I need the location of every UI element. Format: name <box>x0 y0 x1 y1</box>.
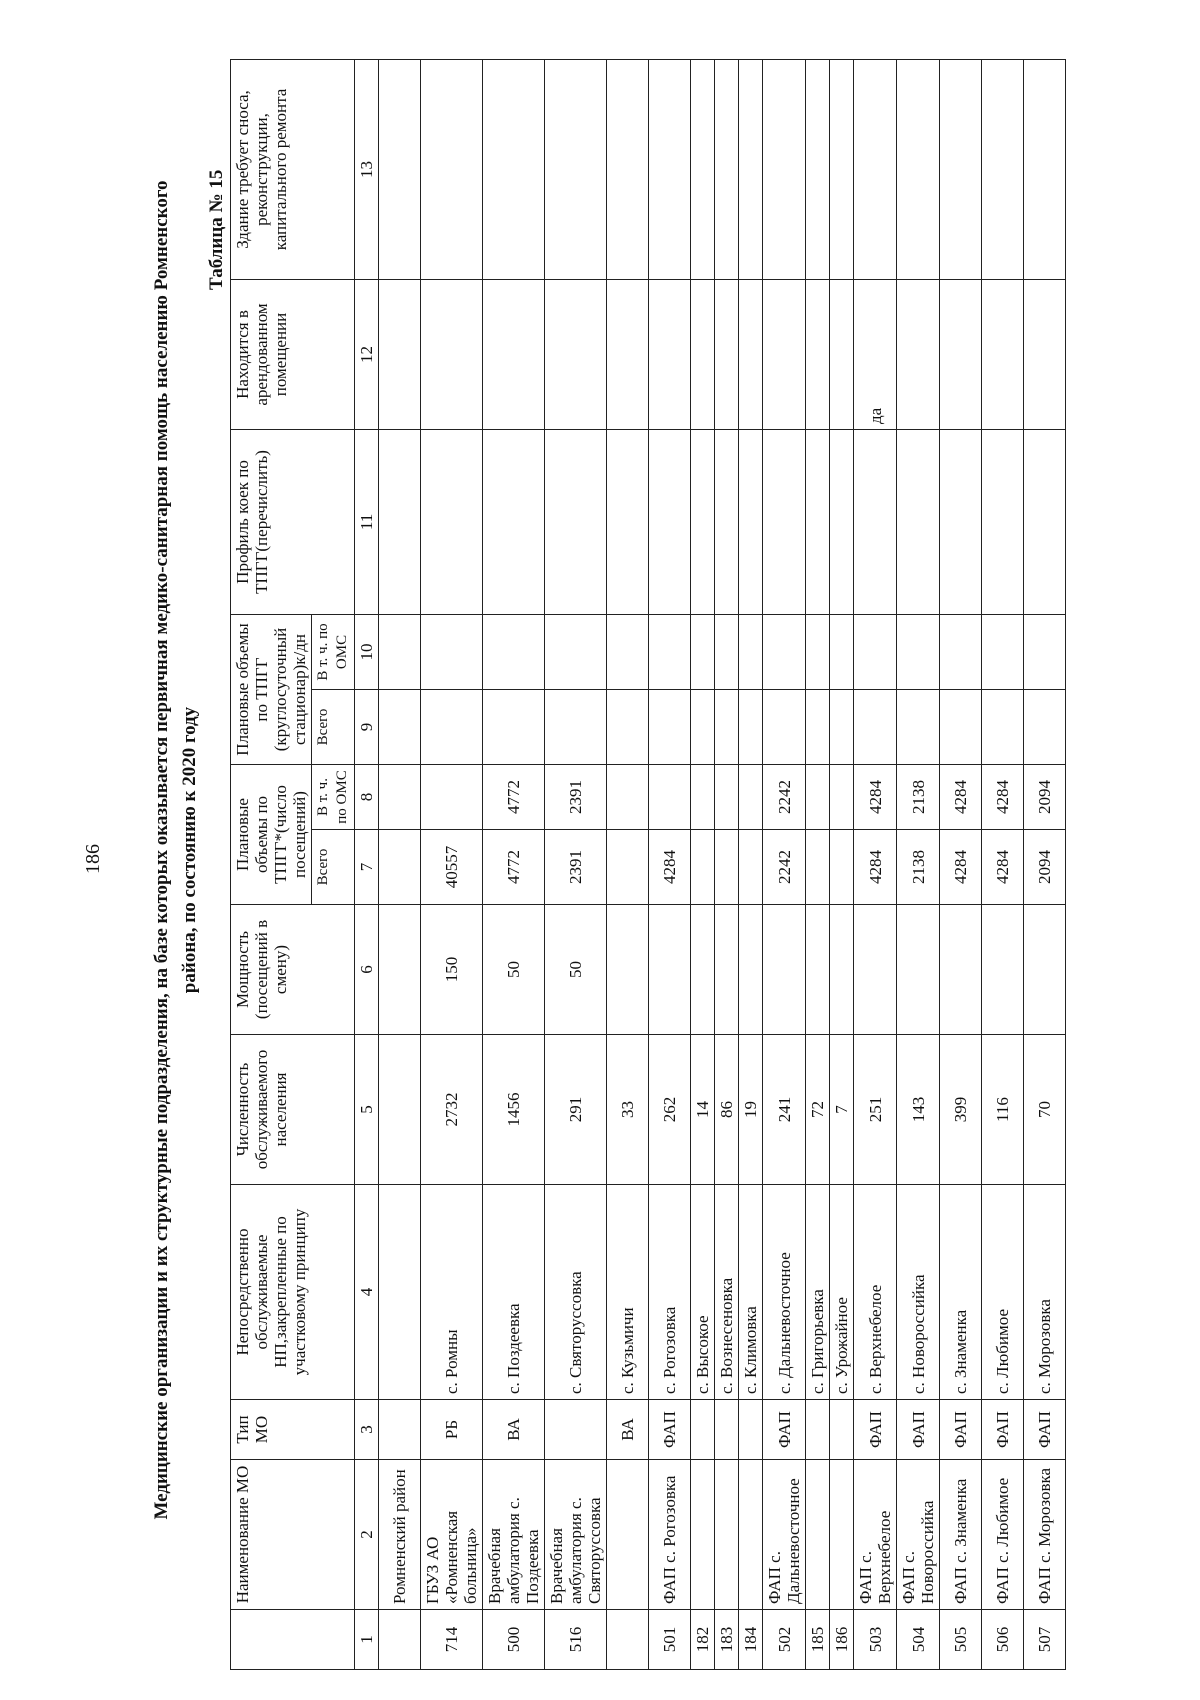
table-cell: с. Кузьмичи <box>607 1185 649 1400</box>
table-cell <box>739 830 763 905</box>
table-cell <box>982 59 1024 279</box>
table-cell: Врачебная амбулатория с. Святоруссовка <box>545 1460 607 1610</box>
header-cell-7-8: Плановые объемы по ТПГГ*(число посещений) <box>231 765 312 905</box>
table-cell <box>830 614 854 689</box>
table-cell: 2242 <box>763 830 806 905</box>
table-cell <box>763 279 806 429</box>
table-cell: ФАП <box>763 1400 806 1460</box>
table-cell: с. Григорьевка <box>806 1185 830 1400</box>
table-cell <box>379 1035 421 1185</box>
table-row <box>940 59 982 1669</box>
table-cell: с. Любимое <box>982 1185 1024 1400</box>
table-cell: ВА <box>607 1400 649 1460</box>
table-cell <box>649 690 691 765</box>
table-cell <box>982 614 1024 689</box>
table-cell: 1456 <box>483 1035 545 1185</box>
table-cell <box>483 279 545 429</box>
table-cell <box>940 690 982 765</box>
table-cell <box>763 59 806 279</box>
table-cell: ФАП с. Дальневосточное <box>763 1460 806 1610</box>
table-cell <box>715 614 739 689</box>
table-cell <box>379 614 421 689</box>
table-cell <box>830 830 854 905</box>
table-cell: 4284 <box>940 830 982 905</box>
table-cell: с. Вознесеновка <box>715 1185 739 1400</box>
document-title-line-2: района, по состоянию к 2020 году <box>179 706 200 994</box>
table-cell <box>739 614 763 689</box>
table-cell: 50 <box>545 905 607 1035</box>
table-cell <box>1024 279 1066 429</box>
table-cell: ФАП с. Любимое <box>982 1460 1024 1610</box>
table-row <box>763 59 806 1669</box>
table-cell <box>854 614 897 689</box>
table-cell <box>1024 59 1066 279</box>
table-cell <box>691 614 715 689</box>
table-cell <box>691 765 715 830</box>
header-cell-9-10: Плановые объемы по ТПГГ (круглосуточный стационар)к/дн <box>231 614 312 764</box>
table-cell: 4284 <box>982 765 1024 830</box>
table-cell <box>982 429 1024 614</box>
table-cell <box>715 1460 739 1610</box>
table-row <box>982 59 1024 1669</box>
table-cell: 2094 <box>1024 765 1066 830</box>
table-cell <box>483 690 545 765</box>
table-cell <box>715 279 739 429</box>
table-cell: 4284 <box>982 830 1024 905</box>
table-cell <box>854 905 897 1035</box>
table-cell: ФАП с. Верхнебелое <box>854 1460 897 1610</box>
table-cell <box>607 614 649 689</box>
table-cell <box>830 429 854 614</box>
column-number-cell: 7 <box>355 830 379 905</box>
table-cell <box>691 905 715 1035</box>
table-cell <box>379 765 421 830</box>
table-cell <box>940 279 982 429</box>
column-number-cell: 9 <box>355 690 379 765</box>
table-cell <box>691 429 715 614</box>
table-row <box>854 59 897 1669</box>
table-cell <box>806 830 830 905</box>
table-cell <box>739 1460 763 1610</box>
table-cell <box>715 59 739 279</box>
table-cell <box>806 614 830 689</box>
column-number-cell: 10 <box>355 614 379 689</box>
table-cell: с. Урожайное <box>830 1185 854 1400</box>
table-cell <box>739 905 763 1035</box>
table-cell: ФАП с. Новороссийка <box>897 1460 940 1610</box>
header-cell-8: В т. ч. по ОМС <box>312 765 355 830</box>
page-number: 186 <box>82 844 104 874</box>
header-cell-12: Находится в арендованном помещении <box>231 279 355 429</box>
table-cell <box>715 1400 739 1460</box>
table-cell <box>739 690 763 765</box>
table-cell <box>691 1460 715 1610</box>
table-cell <box>715 690 739 765</box>
table-cell: 72 <box>806 1035 830 1185</box>
table-cell: ФАП <box>982 1400 1024 1460</box>
table-cell <box>830 690 854 765</box>
header-cell-10: В т. ч. по ОМС <box>312 614 355 689</box>
table-cell <box>379 1400 421 1460</box>
table-cell: с. Новороссийка <box>897 1185 940 1400</box>
table-cell <box>806 429 830 614</box>
table-cell <box>483 59 545 279</box>
table-cell: ФАП с. Знаменка <box>940 1460 982 1610</box>
table-cell <box>607 765 649 830</box>
table-cell <box>649 765 691 830</box>
table-cell: ФАП с. Рогозовка <box>649 1460 691 1610</box>
table-cell: 2138 <box>897 765 940 830</box>
table-cell <box>607 830 649 905</box>
header-cell-9: Всего <box>312 690 355 765</box>
table-cell <box>379 1185 421 1400</box>
table-cell: 4772 <box>483 830 545 905</box>
table-cell: 714 <box>421 1610 483 1670</box>
header-cell-13: Здание требует сноса, реконструкции, капитального ремонта <box>231 59 355 279</box>
table-cell <box>379 830 421 905</box>
column-number-cell: 13 <box>355 59 379 279</box>
table-cell <box>739 279 763 429</box>
table-cell: 4284 <box>940 765 982 830</box>
table-cell: 184 <box>739 1610 763 1670</box>
table-cell <box>421 429 483 614</box>
table-cell: ФАП <box>649 1400 691 1460</box>
table-cell: 501 <box>649 1610 691 1670</box>
table-cell: 2094 <box>1024 830 1066 905</box>
table-cell <box>1024 690 1066 765</box>
table-cell: ФАП <box>1024 1400 1066 1460</box>
table-cell: 502 <box>763 1610 806 1670</box>
table-cell <box>806 765 830 830</box>
table-row <box>739 59 763 1669</box>
column-number-cell: 4 <box>355 1185 379 1400</box>
table-cell: ФАП <box>897 1400 940 1460</box>
table-cell: 399 <box>940 1035 982 1185</box>
table-cell <box>897 59 940 279</box>
table-cell <box>739 765 763 830</box>
header-cell-5: Численность обслуживаемого населения <box>231 1035 355 1185</box>
table-cell: 503 <box>854 1610 897 1670</box>
table-cell <box>421 690 483 765</box>
table-cell <box>379 690 421 765</box>
table-cell <box>607 1460 649 1610</box>
table-cell <box>421 614 483 689</box>
table-cell <box>830 905 854 1035</box>
table-row <box>806 59 830 1669</box>
table-cell <box>1024 905 1066 1035</box>
table-cell <box>545 279 607 429</box>
table-cell <box>982 905 1024 1035</box>
table-cell <box>421 279 483 429</box>
table-cell <box>421 765 483 830</box>
table-cell: 19 <box>739 1035 763 1185</box>
table-cell <box>649 279 691 429</box>
table-cell: с. Ромны <box>421 1185 483 1400</box>
table-cell: с. Знаменка <box>940 1185 982 1400</box>
table-cell <box>940 429 982 614</box>
table-cell: 86 <box>715 1035 739 1185</box>
table-cell: 504 <box>897 1610 940 1670</box>
table-cell: 506 <box>982 1610 1024 1670</box>
table-cell: с. Святоруссовка <box>545 1185 607 1400</box>
table-cell <box>1024 614 1066 689</box>
table-cell <box>691 1400 715 1460</box>
table-cell <box>897 690 940 765</box>
table-cell <box>715 830 739 905</box>
table-cell: ГБУЗ АО «Ромненская больница» <box>421 1460 483 1610</box>
table-cell <box>379 905 421 1035</box>
table-cell <box>854 690 897 765</box>
table-row <box>379 59 421 1669</box>
column-number-cell: 1 <box>355 1610 379 1670</box>
table-cell: 4284 <box>649 830 691 905</box>
table-cell: Ромненский район <box>379 1460 421 1610</box>
table-cell <box>691 830 715 905</box>
table-cell <box>691 690 715 765</box>
table-cell <box>940 905 982 1035</box>
table-cell: 183 <box>715 1610 739 1670</box>
table-cell <box>739 1400 763 1460</box>
table-cell: 2391 <box>545 765 607 830</box>
table-cell <box>806 279 830 429</box>
table-cell: 14 <box>691 1035 715 1185</box>
table-cell: 241 <box>763 1035 806 1185</box>
table-cell: 2391 <box>545 830 607 905</box>
table-cell: 185 <box>806 1610 830 1670</box>
facilities-table <box>230 59 1066 1670</box>
column-number-cell: 11 <box>355 429 379 614</box>
table-cell <box>830 279 854 429</box>
table-cell <box>806 690 830 765</box>
table-cell <box>545 429 607 614</box>
table-cell <box>830 1460 854 1610</box>
table-row <box>649 59 691 1669</box>
column-number-cell: 5 <box>355 1035 379 1185</box>
table-cell: 33 <box>607 1035 649 1185</box>
column-number-cell: 3 <box>355 1400 379 1460</box>
header-cell-7: Всего <box>312 830 355 905</box>
column-number-cell: 12 <box>355 279 379 429</box>
table-cell: ВА <box>483 1400 545 1460</box>
table-cell: 116 <box>982 1035 1024 1185</box>
table-cell <box>483 614 545 689</box>
table-cell: 7 <box>830 1035 854 1185</box>
table-cell <box>607 1610 649 1670</box>
table-row <box>545 59 607 1669</box>
table-cell: с. Морозовка <box>1024 1185 1066 1400</box>
table-cell: 516 <box>545 1610 607 1670</box>
table-cell <box>940 614 982 689</box>
table-cell: 2732 <box>421 1035 483 1185</box>
table-cell <box>649 429 691 614</box>
table-cell: 251 <box>854 1035 897 1185</box>
table-cell <box>379 59 421 279</box>
table-cell <box>715 905 739 1035</box>
table-cell: 143 <box>897 1035 940 1185</box>
table-cell: 50 <box>483 905 545 1035</box>
table-cell <box>649 614 691 689</box>
table-cell: ФАП <box>854 1400 897 1460</box>
table-row <box>421 59 483 1669</box>
table-cell <box>715 765 739 830</box>
table-cell <box>649 59 691 279</box>
table-cell <box>806 59 830 279</box>
table-cell <box>1024 429 1066 614</box>
table-cell: 291 <box>545 1035 607 1185</box>
table-cell <box>854 429 897 614</box>
table-cell: 40557 <box>421 830 483 905</box>
header-cell-4: Непосредственно обслуживаемые НП,закрепленные по участковому принципу <box>231 1185 355 1400</box>
table-cell: РБ <box>421 1400 483 1460</box>
table-cell <box>649 905 691 1035</box>
table-cell <box>739 59 763 279</box>
table-cell <box>830 1400 854 1460</box>
table-cell: 4772 <box>483 765 545 830</box>
table-label: Таблица № 15 <box>206 169 227 290</box>
table-cell: с. Поздеевка <box>483 1185 545 1400</box>
header-cell-2: Наименование МО <box>231 1460 355 1610</box>
table-cell <box>421 59 483 279</box>
table-cell: 182 <box>691 1610 715 1670</box>
table-cell: с. Климовка <box>739 1185 763 1400</box>
table-cell: 507 <box>1024 1610 1066 1670</box>
header-cell-1 <box>231 1610 355 1670</box>
table-cell <box>379 429 421 614</box>
table-row <box>607 59 649 1669</box>
table-cell <box>545 690 607 765</box>
header-row-1 <box>231 59 312 1669</box>
table-cell: 186 <box>830 1610 854 1670</box>
table-cell: ФАП с. Морозовка <box>1024 1460 1066 1610</box>
table-cell <box>607 690 649 765</box>
table-cell: с. Верхнебелое <box>854 1185 897 1400</box>
table-row <box>483 59 545 1669</box>
table-cell <box>739 429 763 614</box>
table-cell <box>940 59 982 279</box>
table-cell <box>897 429 940 614</box>
header-cell-6: Мощность (посещений в смену) <box>231 905 355 1035</box>
table-row <box>715 59 739 1669</box>
table-cell <box>483 429 545 614</box>
table-cell: 500 <box>483 1610 545 1670</box>
table-cell <box>806 1460 830 1610</box>
table-cell <box>806 905 830 1035</box>
table-cell: ФАП <box>940 1400 982 1460</box>
column-number-cell: 6 <box>355 905 379 1035</box>
table-cell <box>607 429 649 614</box>
table-row <box>897 59 940 1669</box>
document-title-line-1: Медицинские организации и их структурные подразделения, на базе которых оказывается первичная медико-санитарная помощь населению Ромненского <box>151 180 172 1520</box>
table-cell: Врачебная амбулатория с. Поздеевка <box>483 1460 545 1610</box>
table-row <box>691 59 715 1669</box>
table-cell <box>607 279 649 429</box>
table-cell <box>897 905 940 1035</box>
table-cell <box>607 905 649 1035</box>
table-cell <box>379 279 421 429</box>
table-cell: 2138 <box>897 830 940 905</box>
table-cell <box>830 59 854 279</box>
table-cell: с. Высокое <box>691 1185 715 1400</box>
table-cell: 505 <box>940 1610 982 1670</box>
table-cell <box>691 279 715 429</box>
table-cell: с. Дальневосточное <box>763 1185 806 1400</box>
table-cell <box>854 59 897 279</box>
column-number-cell: 2 <box>355 1460 379 1610</box>
table-cell: 4284 <box>854 830 897 905</box>
table-cell <box>607 59 649 279</box>
table-cell: с. Рогозовка <box>649 1185 691 1400</box>
table-cell <box>830 765 854 830</box>
table-cell: 4284 <box>854 765 897 830</box>
table-body <box>379 59 1066 1669</box>
table-cell: 262 <box>649 1035 691 1185</box>
table-cell <box>982 690 1024 765</box>
column-number-row <box>355 59 379 1669</box>
table-cell <box>545 59 607 279</box>
table-cell <box>763 690 806 765</box>
table-cell: да <box>854 279 897 429</box>
table-row <box>1024 59 1066 1669</box>
table-cell <box>982 279 1024 429</box>
table-row <box>830 59 854 1669</box>
table-cell <box>715 429 739 614</box>
table-cell: 150 <box>421 905 483 1035</box>
column-number-cell: 8 <box>355 765 379 830</box>
table-cell <box>379 1610 421 1670</box>
table-cell: 70 <box>1024 1035 1066 1185</box>
table-cell <box>897 279 940 429</box>
table-cell <box>545 1400 607 1460</box>
table-cell <box>763 429 806 614</box>
table-cell <box>763 614 806 689</box>
table-cell <box>897 614 940 689</box>
table-cell <box>545 614 607 689</box>
table-cell: 2242 <box>763 765 806 830</box>
table-cell <box>691 59 715 279</box>
header-cell-3: Тип МО <box>231 1400 355 1460</box>
table-cell <box>806 1400 830 1460</box>
table-cell <box>763 905 806 1035</box>
header-cell-11: Профиль коек по ТПГГ(перечислить) <box>231 429 355 614</box>
